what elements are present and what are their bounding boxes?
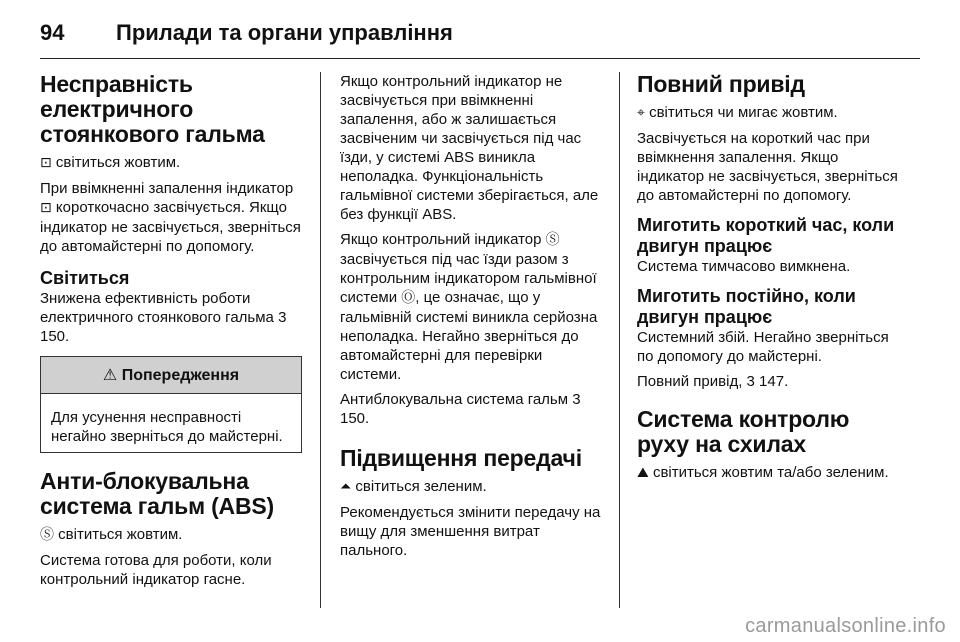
paragraph: Знижена ефективність роботи електричного стоянкового гальма 3 150. [40,290,287,345]
abs-icon: Ⓢ [40,527,54,543]
heading-parking-brake-fault: Несправність електричного стоянкового гальма [40,71,265,147]
paragraph: Повний привід, 3 147. [637,373,789,390]
paragraph: Системний збій. Негайно зверніться по допомогу до майстерні. [637,329,889,365]
warning-header: ⚠ Попередження [41,357,301,394]
warning-box [40,356,302,453]
heading-upshift: Підвищення передачі [340,445,582,471]
page-number: 94 [40,20,65,45]
column-divider-2 [619,72,620,608]
header-rule [40,58,920,59]
heading-hill-descent: Система контролю руху на схилах [637,406,850,457]
watermark: carmanualsonline.info [745,615,946,637]
paragraph: Засвічується на короткий час при ввімкнення запалення. Якщо індикатор не засвічується, зверніться до автомайстерні по допомогу. [637,130,898,204]
parking-brake-icon: ⊡ [40,155,52,171]
heading-flashes-briefly: Миготить короткий час, коли двигун працює [637,215,895,256]
page-reference: 3 150. [40,309,287,345]
heading-awd: Повний привід [637,71,805,97]
page-header [40,12,920,54]
page-reference: 3 150. [340,391,581,427]
paragraph: Ⓢ світиться жовтим. [40,526,183,543]
warning-body: Для усунення несправності негайно зверніться до майстерні. [51,409,283,445]
parking-brake-icon: ⊡ [40,200,52,216]
column-3 [637,72,899,489]
paragraph: Система готова для роботи, коли контрольний індикатор гасне. [40,552,272,588]
warning-icon: ⚠ [102,367,118,384]
paragraph: ⌖ світиться чи мигає жовтим. [637,104,838,121]
paragraph: Якщо контрольний індикатор не засвічується при ввімкненні запалення, або ж залишається засвіченим чи засвічується під час їзди, у системі ABS виникла неполадка. Функціональність гальмівної системи зберігається, але без функції ABS. [340,73,599,223]
column-2 [340,72,602,566]
heading-flashes-constantly: Миготить постійно, коли двигун працює [637,286,856,327]
column-divider-1 [320,72,321,608]
upshift-arrow-icon: ⏶ [340,479,352,495]
brake-system-icon: Ⓞ [401,290,416,306]
page-reference: 3 147. [746,373,789,390]
heading-abs: Анти-блокувальна система гальм (ABS) [40,468,274,519]
hill-descent-icon: ⛰ [637,465,649,481]
page-title: Прилади та органи управління [116,20,453,45]
paragraph: ⊡ світиться жовтим. [40,154,181,171]
paragraph: Рекомендується змінити передачу на вищу для зменшення витрат пального. [340,504,601,559]
paragraph: Якщо контрольний індикатор Ⓢ засвічується під час їзди разом з контрольним індикатором гальмівної системи Ⓞ, це означає, що у гальмівній системі виникла серйозна неполадка. Негайно зверніться до автомайстерні для перевірки системи. [340,231,598,383]
abs-icon: Ⓢ [545,232,560,248]
paragraph: Система тимчасово вимкнена. [637,258,851,275]
paragraph: ⛰ світиться жовтим та/або зеленим. [637,464,889,481]
paragraph: Антиблокувальна система гальм 3 150. [340,391,581,427]
awd-icon: ⌖ [637,105,645,121]
heading-lit: Світиться [40,268,130,288]
column-1 [40,72,302,595]
paragraph: ⏶ світиться зеленим. [340,478,487,495]
paragraph: При ввімкненні запалення індикатор ⊡ короткочасно засвічується. Якщо індикатор не засвічується, зверніться до автомайстерні по допомогу. [40,180,301,255]
